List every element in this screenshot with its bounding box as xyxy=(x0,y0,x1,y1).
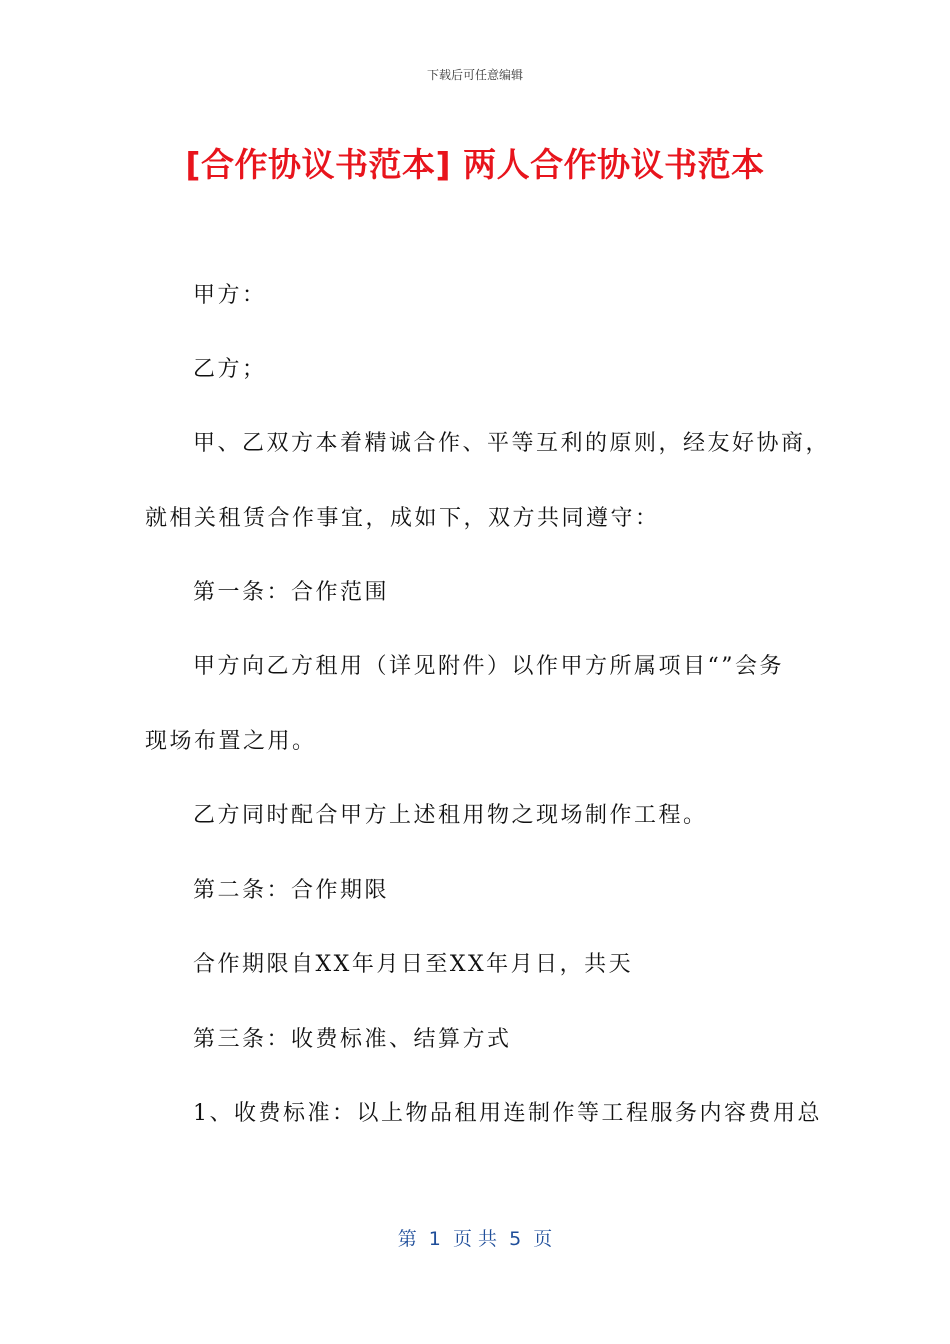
party-a-line: 甲方： xyxy=(193,283,267,308)
page-number-footer: 第 1 页 共 5 页 xyxy=(397,1228,553,1250)
preamble-line-1: 甲、乙双方本着精诚合作、平等互利的原则，经友好协商， xyxy=(193,431,831,456)
preamble-line-2: 就相关租赁合作事宜，成如下，双方共同遵守： xyxy=(145,506,660,531)
document-title: [合作协议书范本] 两人合作协议书范本 xyxy=(185,145,765,184)
article-1-text-line-3: 乙方同时配合甲方上述租用物之现场制作工程。 xyxy=(193,803,708,828)
article-1-text-line-1: 甲方向乙方租用（详见附件）以作甲方所属项目“”会务 xyxy=(193,654,784,679)
article-1-text-line-2: 现场布置之用。 xyxy=(145,729,317,754)
article-2-heading: 第二条：合作期限 xyxy=(193,878,390,903)
article-2-text: 合作期限自XX年月日至XX年月日，共天 xyxy=(193,952,634,977)
article-1-heading: 第一条：合作范围 xyxy=(193,580,390,605)
article-3-item-1: 1、收费标准：以上物品租用连制作等工程服务内容费用总 xyxy=(193,1101,822,1126)
party-b-line: 乙方； xyxy=(193,357,267,382)
header-note: 下载后可任意编辑 xyxy=(426,68,523,82)
article-3-heading: 第三条：收费标准、结算方式 xyxy=(193,1027,512,1052)
